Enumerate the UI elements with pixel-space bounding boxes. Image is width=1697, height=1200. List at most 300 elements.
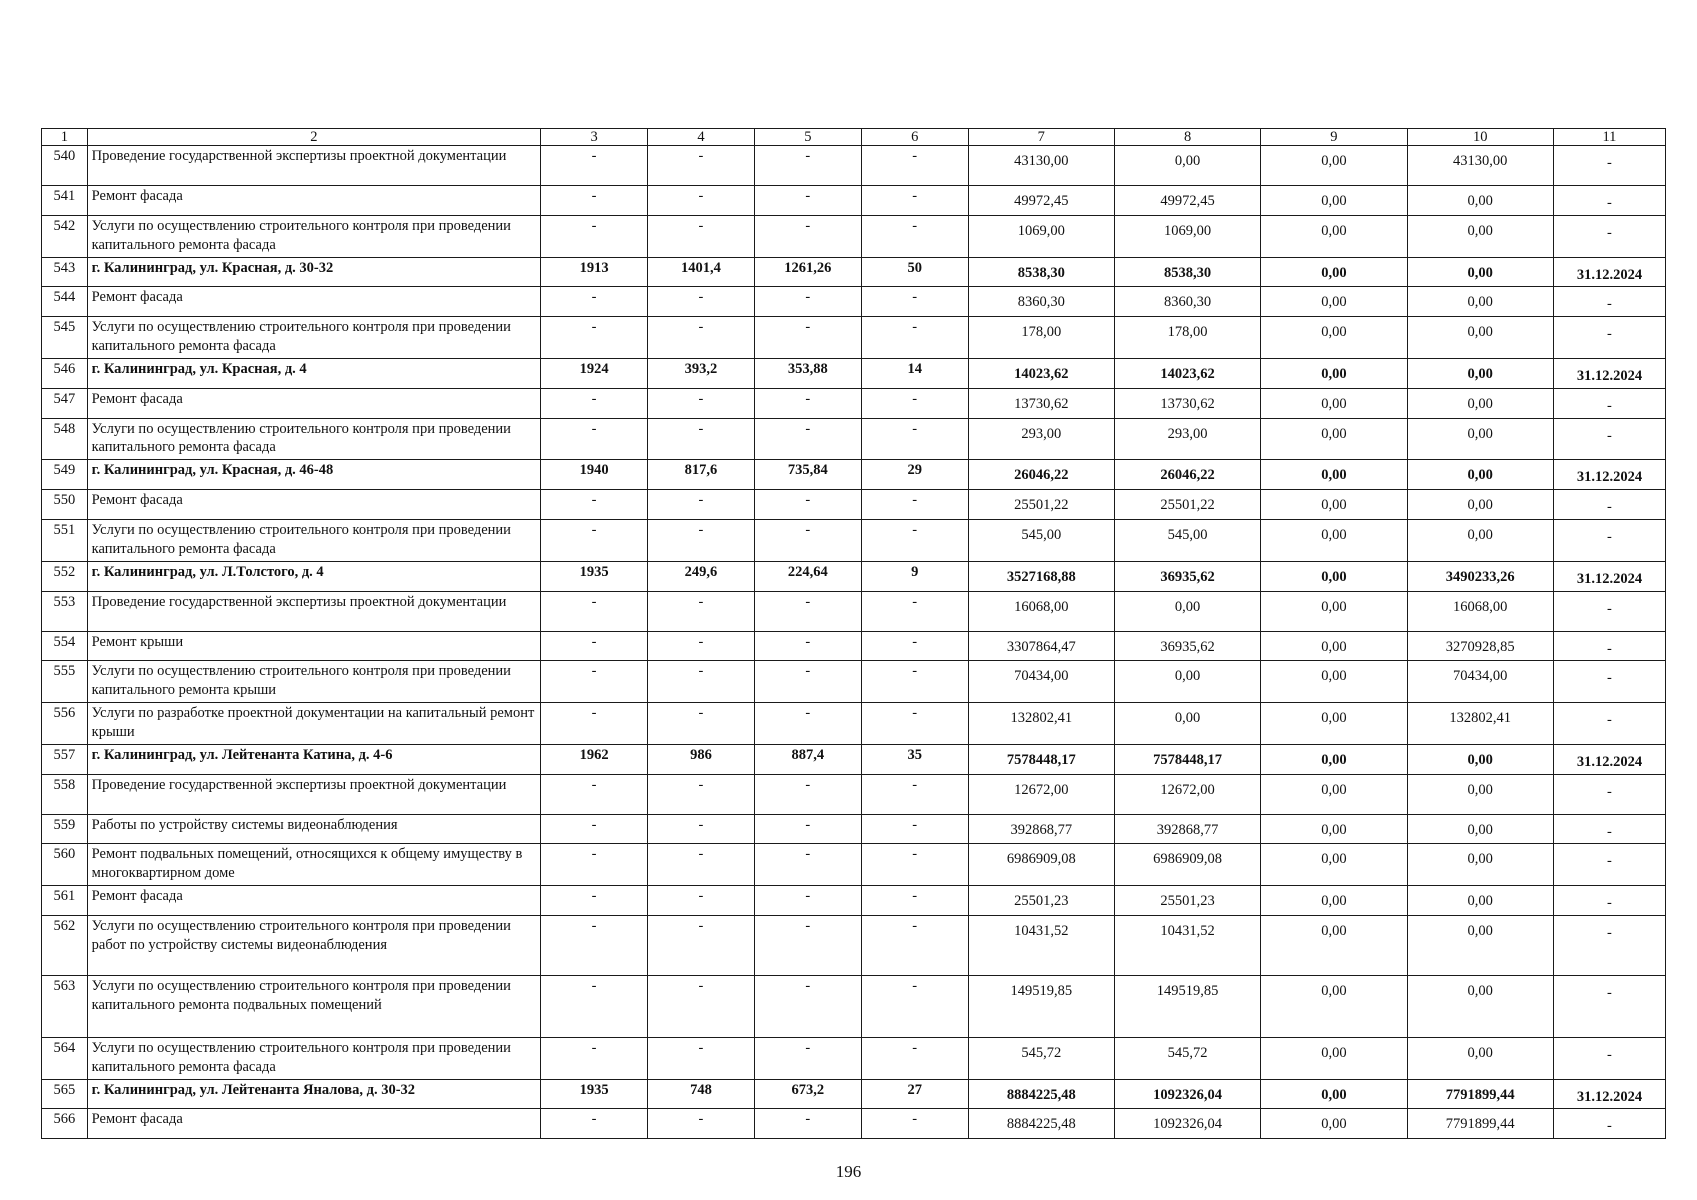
cost-fund-cell: 6986909,08 <box>1114 844 1260 886</box>
cost-budget-cell: 0,00 <box>1261 631 1407 661</box>
living-area-cell: - <box>754 287 861 317</box>
completion-date-cell: 31.12.2024 <box>1553 561 1665 591</box>
completion-date-cell: - <box>1553 388 1665 418</box>
cost-fund-cell: 545,72 <box>1114 1037 1260 1079</box>
total-area-cell: - <box>648 661 755 703</box>
cost-fund-cell: 0,00 <box>1114 661 1260 703</box>
total-cost-cell: 7578448,17 <box>968 744 1114 774</box>
total-area-cell: - <box>648 287 755 317</box>
work-name-cell: Ремонт фасада <box>87 490 540 520</box>
residents-cell: - <box>861 519 968 561</box>
total-area-cell: 748 <box>648 1079 755 1109</box>
build-year-cell: 1935 <box>541 561 648 591</box>
work-name-cell: Работы по устройству системы видеонаблюдения <box>87 814 540 844</box>
work-name-cell: г. Калининград, ул. Красная, д. 4 <box>87 358 540 388</box>
total-area-cell: - <box>648 418 755 460</box>
cost-owners-cell: 0,00 <box>1407 1037 1553 1079</box>
work-name-cell: г. Калининград, ул. Лейтенанта Яналова, д. 30-32 <box>87 1079 540 1109</box>
row-number-cell: 552 <box>42 561 88 591</box>
build-year-cell: - <box>541 774 648 814</box>
build-year-cell: - <box>541 703 648 745</box>
total-area-cell: 986 <box>648 744 755 774</box>
residents-cell: 35 <box>861 744 968 774</box>
total-area-cell: - <box>648 591 755 631</box>
build-year-cell: - <box>541 1037 648 1079</box>
cost-owners-cell: 0,00 <box>1407 460 1553 490</box>
work-row <box>42 703 1666 745</box>
residents-cell: - <box>861 661 968 703</box>
cost-fund-cell: 293,00 <box>1114 418 1260 460</box>
row-number-cell: 540 <box>42 146 88 186</box>
completion-date-cell: - <box>1553 287 1665 317</box>
residents-cell: 29 <box>861 460 968 490</box>
cost-budget-cell: 0,00 <box>1261 591 1407 631</box>
completion-date-cell: - <box>1553 975 1665 1037</box>
cost-fund-cell: 0,00 <box>1114 703 1260 745</box>
row-number-cell: 545 <box>42 317 88 359</box>
build-year-cell: 1962 <box>541 744 648 774</box>
living-area-cell: 673,2 <box>754 1079 861 1109</box>
work-row <box>42 814 1666 844</box>
cost-fund-cell: 13730,62 <box>1114 388 1260 418</box>
cost-fund-cell: 36935,62 <box>1114 561 1260 591</box>
cost-owners-cell: 0,00 <box>1407 287 1553 317</box>
work-row <box>42 631 1666 661</box>
residents-cell: - <box>861 886 968 916</box>
column-header: 11 <box>1553 129 1665 146</box>
row-number-cell: 541 <box>42 186 88 216</box>
cost-budget-cell: 0,00 <box>1261 519 1407 561</box>
residents-cell: - <box>861 591 968 631</box>
cost-owners-cell: 3270928,85 <box>1407 631 1553 661</box>
living-area-cell: - <box>754 774 861 814</box>
row-number-cell: 553 <box>42 591 88 631</box>
column-header: 2 <box>87 129 540 146</box>
row-number-cell: 549 <box>42 460 88 490</box>
cost-budget-cell: 0,00 <box>1261 1037 1407 1079</box>
build-year-cell: - <box>541 186 648 216</box>
total-cost-cell: 8884225,48 <box>968 1079 1114 1109</box>
total-area-cell: - <box>648 975 755 1037</box>
build-year-cell: - <box>541 844 648 886</box>
residents-cell: - <box>861 1109 968 1139</box>
work-row <box>42 287 1666 317</box>
work-name-cell: Ремонт фасада <box>87 1109 540 1139</box>
column-header: 5 <box>754 129 861 146</box>
cost-budget-cell: 0,00 <box>1261 915 1407 975</box>
residents-cell: - <box>861 915 968 975</box>
works-table <box>41 128 1666 1139</box>
completion-date-cell: - <box>1553 915 1665 975</box>
work-name-cell: Ремонт фасада <box>87 388 540 418</box>
work-name-cell: Ремонт подвальных помещений, относящихся к общему имуществу в многоквартирном доме <box>87 844 540 886</box>
total-area-cell: - <box>648 703 755 745</box>
address-row <box>42 460 1666 490</box>
residents-cell: 27 <box>861 1079 968 1109</box>
completion-date-cell: - <box>1553 317 1665 359</box>
residents-cell: - <box>861 490 968 520</box>
build-year-cell: - <box>541 215 648 257</box>
cost-fund-cell: 36935,62 <box>1114 631 1260 661</box>
cost-budget-cell: 0,00 <box>1261 358 1407 388</box>
address-row <box>42 561 1666 591</box>
work-name-cell: Услуги по осуществлению строительного контроля при проведении капитального ремонта фасада <box>87 418 540 460</box>
residents-cell: - <box>861 774 968 814</box>
cost-owners-cell: 7791899,44 <box>1407 1079 1553 1109</box>
total-cost-cell: 16068,00 <box>968 591 1114 631</box>
cost-budget-cell: 0,00 <box>1261 317 1407 359</box>
build-year-cell: 1940 <box>541 460 648 490</box>
total-cost-cell: 149519,85 <box>968 975 1114 1037</box>
living-area-cell: - <box>754 844 861 886</box>
living-area-cell: - <box>754 1109 861 1139</box>
address-row <box>42 744 1666 774</box>
completion-date-cell: - <box>1553 774 1665 814</box>
completion-date-cell: - <box>1553 1037 1665 1079</box>
total-cost-cell: 13730,62 <box>968 388 1114 418</box>
completion-date-cell: 31.12.2024 <box>1553 257 1665 287</box>
cost-budget-cell: 0,00 <box>1261 215 1407 257</box>
build-year-cell: - <box>541 490 648 520</box>
cost-fund-cell: 8360,30 <box>1114 287 1260 317</box>
total-cost-cell: 25501,23 <box>968 886 1114 916</box>
column-header: 8 <box>1114 129 1260 146</box>
living-area-cell: - <box>754 886 861 916</box>
cost-fund-cell: 26046,22 <box>1114 460 1260 490</box>
row-number-cell: 562 <box>42 915 88 975</box>
cost-budget-cell: 0,00 <box>1261 844 1407 886</box>
residents-cell: 9 <box>861 561 968 591</box>
living-area-cell: 1261,26 <box>754 257 861 287</box>
row-number-cell: 566 <box>42 1109 88 1139</box>
cost-owners-cell: 0,00 <box>1407 886 1553 916</box>
row-number-cell: 564 <box>42 1037 88 1079</box>
total-area-cell: - <box>648 915 755 975</box>
work-name-cell: Услуги по осуществлению строительного контроля при проведении капитального ремонта фасада <box>87 1037 540 1079</box>
work-name-cell: г. Калининград, ул. Лейтенанта Катина, д. 4-6 <box>87 744 540 774</box>
cost-owners-cell: 0,00 <box>1407 257 1553 287</box>
cost-owners-cell: 7791899,44 <box>1407 1109 1553 1139</box>
row-number-cell: 560 <box>42 844 88 886</box>
living-area-cell: - <box>754 388 861 418</box>
total-area-cell: - <box>648 844 755 886</box>
cost-owners-cell: 0,00 <box>1407 744 1553 774</box>
work-row <box>42 774 1666 814</box>
work-name-cell: г. Калининград, ул. Л.Толстого, д. 4 <box>87 561 540 591</box>
living-area-cell: - <box>754 519 861 561</box>
total-area-cell: 817,6 <box>648 460 755 490</box>
column-header: 6 <box>861 129 968 146</box>
row-number-cell: 544 <box>42 287 88 317</box>
total-area-cell: - <box>648 1109 755 1139</box>
build-year-cell: 1935 <box>541 1079 648 1109</box>
residents-cell: - <box>861 186 968 216</box>
build-year-cell: - <box>541 418 648 460</box>
cost-budget-cell: 0,00 <box>1261 418 1407 460</box>
total-cost-cell: 3307864,47 <box>968 631 1114 661</box>
column-number-row <box>42 129 1666 146</box>
table-body <box>42 129 1666 1139</box>
residents-cell: 14 <box>861 358 968 388</box>
work-row <box>42 146 1666 186</box>
living-area-cell: - <box>754 490 861 520</box>
residents-cell: - <box>861 975 968 1037</box>
column-header: 4 <box>648 129 755 146</box>
total-cost-cell: 70434,00 <box>968 661 1114 703</box>
completion-date-cell: - <box>1553 519 1665 561</box>
completion-date-cell: - <box>1553 661 1665 703</box>
cost-owners-cell: 0,00 <box>1407 317 1553 359</box>
cost-owners-cell: 0,00 <box>1407 388 1553 418</box>
living-area-cell: - <box>754 186 861 216</box>
build-year-cell: - <box>541 1109 648 1139</box>
work-name-cell: Услуги по осуществлению строительного контроля при проведении капитального ремонта фасада <box>87 215 540 257</box>
completion-date-cell: - <box>1553 1109 1665 1139</box>
build-year-cell: - <box>541 631 648 661</box>
build-year-cell: - <box>541 519 648 561</box>
work-name-cell: Услуги по разработке проектной документации на капитальный ремонт крыши <box>87 703 540 745</box>
cost-budget-cell: 0,00 <box>1261 774 1407 814</box>
cost-fund-cell: 545,00 <box>1114 519 1260 561</box>
row-number-cell: 554 <box>42 631 88 661</box>
total-cost-cell: 8538,30 <box>968 257 1114 287</box>
row-number-cell: 555 <box>42 661 88 703</box>
work-row <box>42 215 1666 257</box>
total-cost-cell: 25501,22 <box>968 490 1114 520</box>
build-year-cell: - <box>541 915 648 975</box>
cost-fund-cell: 1069,00 <box>1114 215 1260 257</box>
row-number-cell: 543 <box>42 257 88 287</box>
cost-owners-cell: 0,00 <box>1407 774 1553 814</box>
total-cost-cell: 1069,00 <box>968 215 1114 257</box>
total-cost-cell: 43130,00 <box>968 146 1114 186</box>
cost-owners-cell: 43130,00 <box>1407 146 1553 186</box>
cost-fund-cell: 1092326,04 <box>1114 1079 1260 1109</box>
living-area-cell: - <box>754 146 861 186</box>
cost-owners-cell: 0,00 <box>1407 490 1553 520</box>
row-number-cell: 550 <box>42 490 88 520</box>
build-year-cell: 1924 <box>541 358 648 388</box>
row-number-cell: 546 <box>42 358 88 388</box>
total-cost-cell: 26046,22 <box>968 460 1114 490</box>
cost-fund-cell: 1092326,04 <box>1114 1109 1260 1139</box>
completion-date-cell: 31.12.2024 <box>1553 358 1665 388</box>
row-number-cell: 542 <box>42 215 88 257</box>
work-name-cell: Услуги по осуществлению строительного контроля при проведении капитального ремонта фасада <box>87 519 540 561</box>
total-area-cell: - <box>648 490 755 520</box>
residents-cell: - <box>861 814 968 844</box>
row-number-cell: 559 <box>42 814 88 844</box>
cost-owners-cell: 0,00 <box>1407 519 1553 561</box>
completion-date-cell: - <box>1553 215 1665 257</box>
completion-date-cell: - <box>1553 591 1665 631</box>
build-year-cell: - <box>541 287 648 317</box>
build-year-cell: 1913 <box>541 257 648 287</box>
cost-budget-cell: 0,00 <box>1261 744 1407 774</box>
work-row <box>42 490 1666 520</box>
cost-fund-cell: 0,00 <box>1114 146 1260 186</box>
completion-date-cell: - <box>1553 844 1665 886</box>
total-cost-cell: 545,72 <box>968 1037 1114 1079</box>
total-cost-cell: 6986909,08 <box>968 844 1114 886</box>
work-row <box>42 186 1666 216</box>
cost-owners-cell: 0,00 <box>1407 975 1553 1037</box>
work-name-cell: Ремонт фасада <box>87 186 540 216</box>
row-number-cell: 556 <box>42 703 88 745</box>
row-number-cell: 558 <box>42 774 88 814</box>
cost-fund-cell: 49972,45 <box>1114 186 1260 216</box>
work-row <box>42 975 1666 1037</box>
row-number-cell: 561 <box>42 886 88 916</box>
total-cost-cell: 392868,77 <box>968 814 1114 844</box>
total-cost-cell: 10431,52 <box>968 915 1114 975</box>
cost-budget-cell: 0,00 <box>1261 490 1407 520</box>
residents-cell: - <box>861 317 968 359</box>
work-name-cell: Услуги по осуществлению строительного контроля при проведении работ по устройству системы видеонаблюдения <box>87 915 540 975</box>
work-name-cell: Услуги по осуществлению строительного контроля при проведении капитального ремонта фасада <box>87 317 540 359</box>
build-year-cell: - <box>541 146 648 186</box>
build-year-cell: - <box>541 388 648 418</box>
cost-budget-cell: 0,00 <box>1261 814 1407 844</box>
completion-date-cell: - <box>1553 631 1665 661</box>
living-area-cell: 735,84 <box>754 460 861 490</box>
residents-cell: - <box>861 287 968 317</box>
total-area-cell: - <box>648 1037 755 1079</box>
cost-fund-cell: 178,00 <box>1114 317 1260 359</box>
column-header: 10 <box>1407 129 1553 146</box>
total-area-cell: 1401,4 <box>648 257 755 287</box>
completion-date-cell: - <box>1553 703 1665 745</box>
cost-budget-cell: 0,00 <box>1261 257 1407 287</box>
work-row <box>42 915 1666 975</box>
cost-budget-cell: 0,00 <box>1261 388 1407 418</box>
cost-fund-cell: 10431,52 <box>1114 915 1260 975</box>
work-name-cell: Услуги по осуществлению строительного контроля при проведении капитального ремонта подвальных помещений <box>87 975 540 1037</box>
total-area-cell: - <box>648 886 755 916</box>
column-header: 1 <box>42 129 88 146</box>
work-row <box>42 418 1666 460</box>
total-cost-cell: 8360,30 <box>968 287 1114 317</box>
address-row <box>42 358 1666 388</box>
completion-date-cell: - <box>1553 186 1665 216</box>
cost-budget-cell: 0,00 <box>1261 146 1407 186</box>
work-row <box>42 591 1666 631</box>
cost-fund-cell: 14023,62 <box>1114 358 1260 388</box>
address-row <box>42 257 1666 287</box>
work-row <box>42 519 1666 561</box>
total-cost-cell: 12672,00 <box>968 774 1114 814</box>
cost-owners-cell: 132802,41 <box>1407 703 1553 745</box>
completion-date-cell: - <box>1553 146 1665 186</box>
completion-date-cell: 31.12.2024 <box>1553 460 1665 490</box>
cost-budget-cell: 0,00 <box>1261 975 1407 1037</box>
cost-fund-cell: 8538,30 <box>1114 257 1260 287</box>
living-area-cell: - <box>754 215 861 257</box>
build-year-cell: - <box>541 975 648 1037</box>
living-area-cell: - <box>754 975 861 1037</box>
work-name-cell: Ремонт фасада <box>87 886 540 916</box>
row-number-cell: 557 <box>42 744 88 774</box>
completion-date-cell: - <box>1553 814 1665 844</box>
build-year-cell: - <box>541 814 648 844</box>
total-cost-cell: 14023,62 <box>968 358 1114 388</box>
residents-cell: - <box>861 146 968 186</box>
work-row <box>42 1109 1666 1139</box>
work-name-cell: Ремонт крыши <box>87 631 540 661</box>
total-cost-cell: 132802,41 <box>968 703 1114 745</box>
cost-budget-cell: 0,00 <box>1261 460 1407 490</box>
work-name-cell: Ремонт фасада <box>87 287 540 317</box>
cost-fund-cell: 25501,22 <box>1114 490 1260 520</box>
living-area-cell: - <box>754 418 861 460</box>
build-year-cell: - <box>541 661 648 703</box>
work-name-cell: Проведение государственной экспертизы проектной документации <box>87 591 540 631</box>
cost-fund-cell: 25501,23 <box>1114 886 1260 916</box>
cost-owners-cell: 70434,00 <box>1407 661 1553 703</box>
completion-date-cell: - <box>1553 886 1665 916</box>
residents-cell: - <box>861 1037 968 1079</box>
build-year-cell: - <box>541 886 648 916</box>
residents-cell: 50 <box>861 257 968 287</box>
total-cost-cell: 8884225,48 <box>968 1109 1114 1139</box>
build-year-cell: - <box>541 317 648 359</box>
cost-budget-cell: 0,00 <box>1261 287 1407 317</box>
total-cost-cell: 545,00 <box>968 519 1114 561</box>
cost-budget-cell: 0,00 <box>1261 703 1407 745</box>
work-name-cell: Проведение государственной экспертизы проектной документации <box>87 146 540 186</box>
work-row <box>42 844 1666 886</box>
total-area-cell: - <box>648 774 755 814</box>
cost-owners-cell: 0,00 <box>1407 358 1553 388</box>
work-row <box>42 661 1666 703</box>
cost-owners-cell: 0,00 <box>1407 186 1553 216</box>
living-area-cell: - <box>754 814 861 844</box>
total-area-cell: - <box>648 186 755 216</box>
residents-cell: - <box>861 631 968 661</box>
living-area-cell: - <box>754 1037 861 1079</box>
row-number-cell: 565 <box>42 1079 88 1109</box>
living-area-cell: 224,64 <box>754 561 861 591</box>
total-area-cell: 393,2 <box>648 358 755 388</box>
living-area-cell: 353,88 <box>754 358 861 388</box>
cost-budget-cell: 0,00 <box>1261 1109 1407 1139</box>
total-cost-cell: 49972,45 <box>968 186 1114 216</box>
page-number: 196 <box>835 1162 862 1181</box>
living-area-cell: - <box>754 703 861 745</box>
cost-owners-cell: 16068,00 <box>1407 591 1553 631</box>
total-area-cell: - <box>648 814 755 844</box>
cost-budget-cell: 0,00 <box>1261 561 1407 591</box>
cost-owners-cell: 0,00 <box>1407 418 1553 460</box>
residents-cell: - <box>861 844 968 886</box>
residents-cell: - <box>861 215 968 257</box>
total-cost-cell: 293,00 <box>968 418 1114 460</box>
work-name-cell: г. Калининград, ул. Красная, д. 30-32 <box>87 257 540 287</box>
work-row <box>42 886 1666 916</box>
cost-fund-cell: 392868,77 <box>1114 814 1260 844</box>
work-name-cell: Проведение государственной экспертизы проектной документации <box>87 774 540 814</box>
living-area-cell: - <box>754 317 861 359</box>
completion-date-cell: - <box>1553 490 1665 520</box>
total-cost-cell: 178,00 <box>968 317 1114 359</box>
cost-fund-cell: 12672,00 <box>1114 774 1260 814</box>
build-year-cell: - <box>541 591 648 631</box>
cost-owners-cell: 0,00 <box>1407 844 1553 886</box>
total-area-cell: - <box>648 388 755 418</box>
work-row <box>42 317 1666 359</box>
residents-cell: - <box>861 388 968 418</box>
total-area-cell: - <box>648 519 755 561</box>
